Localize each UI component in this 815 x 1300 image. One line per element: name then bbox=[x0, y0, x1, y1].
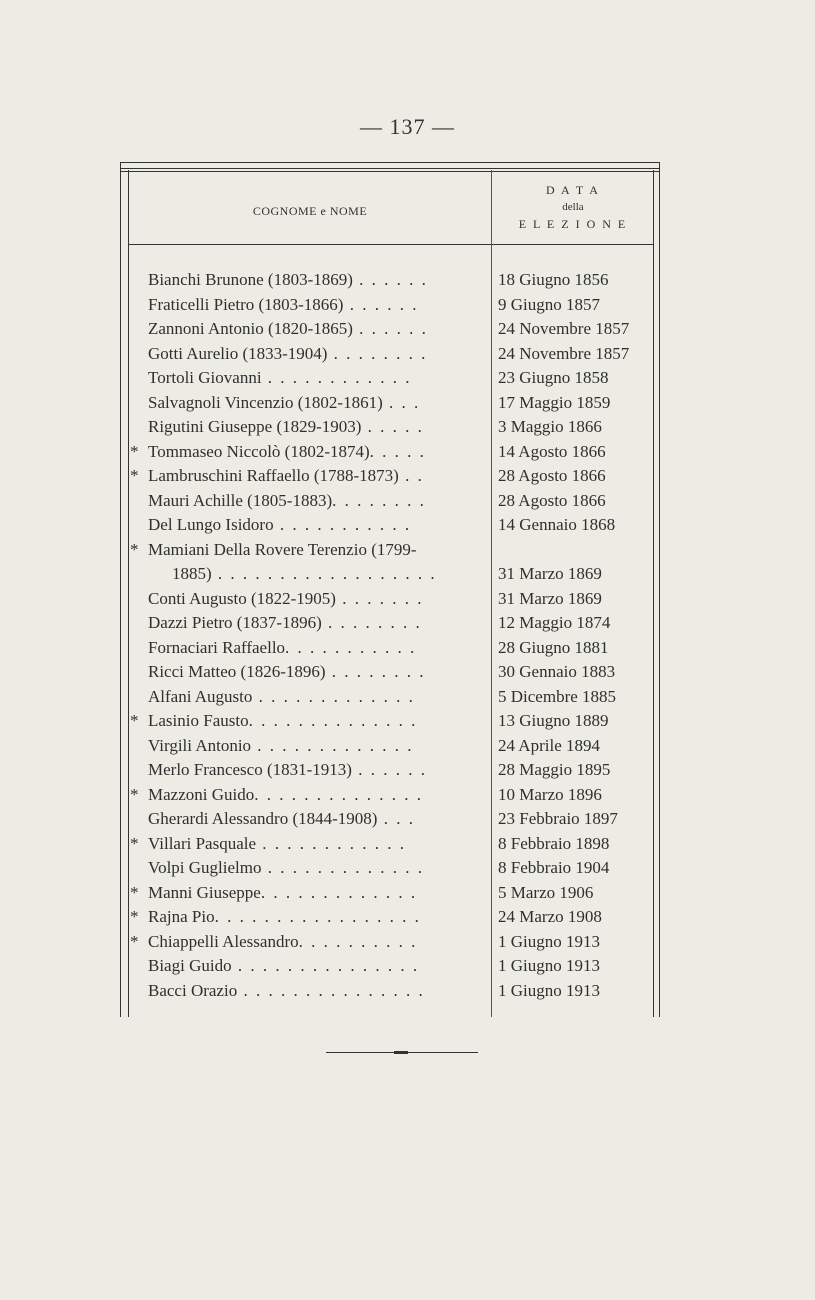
leader-dots: . . . . . . . . bbox=[325, 662, 426, 681]
election-date-cell: 14 Gennaio 1868 bbox=[498, 515, 616, 534]
member-name-cell bbox=[130, 368, 488, 388]
leader-dots: . . . . . . . . . . . . . bbox=[251, 735, 414, 755]
table-row bbox=[130, 442, 654, 467]
member-name-cell bbox=[130, 736, 488, 756]
member-name: Manni Giuseppe bbox=[148, 882, 261, 902]
member-name: Mamiani Della Rovere Terenzio (1799- bbox=[148, 539, 417, 559]
table-body bbox=[130, 270, 654, 1005]
column-header-date bbox=[492, 182, 654, 233]
member-name: Villari Pasquale bbox=[148, 833, 257, 853]
table-row bbox=[130, 956, 654, 981]
member-name: Tortoli Giovanni bbox=[148, 368, 262, 387]
member-name-cell bbox=[130, 613, 488, 633]
election-date-cell: 18 Giugno 1856 bbox=[498, 270, 609, 289]
election-date-cell: 31 Marzo 1869 bbox=[498, 564, 602, 583]
deceased-marker: * bbox=[130, 882, 139, 902]
table-row bbox=[130, 491, 654, 516]
member-name: Biagi Guido bbox=[148, 956, 232, 975]
leader-dots: . . . . . . . . . . . . . bbox=[261, 858, 424, 877]
member-name-cell bbox=[130, 760, 488, 780]
member-name: Del Lungo Isidoro bbox=[148, 515, 274, 534]
deceased-marker: * bbox=[130, 907, 139, 926]
member-name: Fraticelli Pietro (1803-1866) bbox=[148, 294, 344, 314]
member-name: Dazzi Pietro (1837-1896) bbox=[148, 613, 322, 632]
election-date-cell: 12 Maggio 1874 bbox=[498, 613, 611, 632]
member-name: Tommaseo Niccolò (1802-1874) bbox=[148, 441, 370, 461]
table-row bbox=[130, 907, 654, 932]
leader-dots: . . . . . . . . . . . . bbox=[261, 368, 412, 387]
leader-dots: . . . . . . . . bbox=[321, 613, 422, 632]
table-top-rule-inner bbox=[120, 168, 660, 169]
election-date-cell: 1 Giugno 1913 bbox=[498, 956, 600, 975]
election-date-cell: 1 Giugno 1913 bbox=[498, 980, 600, 1000]
election-date-cell: 13 Giugno 1889 bbox=[498, 711, 609, 730]
member-name: Fornaciari Raffaello bbox=[148, 637, 286, 657]
table-top-rule-inner-2 bbox=[120, 171, 660, 172]
column-header-date-line3: E L E Z I O N E bbox=[518, 217, 628, 231]
member-name-cell bbox=[130, 491, 488, 511]
table-row bbox=[130, 393, 654, 418]
deceased-marker: * bbox=[130, 466, 139, 485]
leader-dots: . . . . . . . . . . . . . . . bbox=[231, 956, 420, 975]
leader-dots: . . . . . . . . . . . bbox=[285, 637, 417, 657]
table-row bbox=[130, 981, 654, 1006]
table-row bbox=[130, 809, 654, 834]
member-name: Rigutini Giuseppe (1829-1903) bbox=[148, 417, 362, 436]
leader-dots: . . . . . . . . . . . . . . . . . . bbox=[211, 564, 437, 583]
header-separator bbox=[128, 244, 654, 245]
table-left-rule bbox=[120, 162, 121, 1017]
member-name: Rajna Pio bbox=[148, 907, 215, 926]
table-row bbox=[130, 858, 654, 883]
table-row bbox=[130, 834, 654, 859]
leader-dots: . . . . . . . . . . bbox=[298, 931, 418, 951]
page-number: — 137 — bbox=[360, 114, 455, 139]
member-name-cell bbox=[130, 344, 488, 364]
member-name-cell bbox=[130, 687, 488, 707]
table-row bbox=[130, 417, 654, 442]
election-date-cell: 9 Giugno 1857 bbox=[498, 294, 600, 314]
leader-dots: . . . . . . bbox=[343, 294, 419, 314]
table-right-rule bbox=[659, 162, 660, 1017]
leader-dots: . . bbox=[398, 466, 424, 485]
table-row bbox=[130, 736, 654, 761]
leader-dots: . . . . . . . . . . . . . . bbox=[254, 784, 423, 804]
table-row bbox=[130, 589, 654, 614]
leader-dots: . . . . . . . . . . . . . bbox=[260, 882, 418, 902]
leader-dots: . . . . . . . bbox=[335, 588, 424, 608]
leader-dots: . . . . . . . . . . . . bbox=[256, 833, 407, 853]
table-row bbox=[130, 760, 654, 785]
column-header-name: COGNOME e NOME bbox=[252, 204, 368, 218]
deceased-marker: * bbox=[130, 833, 139, 853]
member-name-cell bbox=[130, 295, 488, 315]
election-date-cell: 31 Marzo 1869 bbox=[498, 588, 602, 608]
member-name: Mazzoni Guido bbox=[148, 784, 255, 804]
column-header-date-line2: della bbox=[562, 201, 584, 213]
leader-dots: . . . . . . bbox=[351, 760, 427, 779]
member-name-cell bbox=[172, 564, 530, 584]
leader-dots: . . . . . . . . bbox=[332, 490, 426, 510]
member-name-cell bbox=[130, 540, 488, 560]
member-name: Volpi Guglielmo bbox=[148, 858, 262, 877]
member-name: Conti Augusto (1822-1905) bbox=[148, 588, 336, 608]
member-name-cell bbox=[130, 270, 488, 290]
table-row bbox=[130, 466, 654, 491]
leader-dots: . . . . . bbox=[361, 417, 424, 436]
closing-ornament-rule bbox=[326, 1052, 478, 1053]
election-date-cell: 28 Agosto 1866 bbox=[498, 490, 606, 510]
table-row bbox=[130, 883, 654, 908]
election-date-cell: 14 Agosto 1866 bbox=[498, 441, 606, 461]
member-name: 1885) bbox=[172, 564, 212, 583]
leader-dots: . . . . . . . . . . . . . . . . . bbox=[214, 907, 421, 926]
election-date-cell: 28 Maggio 1895 bbox=[498, 760, 611, 779]
member-name-cell bbox=[130, 883, 488, 903]
leader-dots: . . . . . . bbox=[352, 270, 428, 289]
members-table bbox=[120, 162, 660, 1018]
member-name-cell bbox=[130, 956, 488, 976]
election-date-cell: 24 Novembre 1857 bbox=[498, 319, 630, 338]
election-date-cell: 24 Aprile 1894 bbox=[498, 735, 600, 755]
member-name: Gotti Aurelio (1833-1904) bbox=[148, 343, 328, 363]
leader-dots: . . . . . . . . . . . . . bbox=[252, 686, 415, 706]
election-date-cell: 5 Marzo 1906 bbox=[498, 882, 594, 902]
member-name-cell bbox=[130, 932, 488, 952]
election-date-cell: 3 Maggio 1866 bbox=[498, 417, 602, 436]
member-name-cell bbox=[130, 981, 488, 1001]
election-date-cell: 8 Febbraio 1904 bbox=[498, 858, 610, 877]
leader-dots: . . . . . bbox=[369, 441, 426, 461]
leader-dots: . . . . . . bbox=[352, 319, 428, 338]
member-name-cell bbox=[130, 319, 488, 339]
table-left-rule-inner bbox=[128, 170, 129, 1017]
deceased-marker: * bbox=[130, 441, 139, 461]
election-date-cell: 28 Giugno 1881 bbox=[498, 637, 609, 657]
table-row bbox=[130, 270, 654, 295]
leader-dots: . . . bbox=[382, 392, 421, 412]
member-name-cell bbox=[130, 638, 488, 658]
table-row bbox=[130, 344, 654, 369]
table-row bbox=[130, 515, 654, 540]
election-date-cell: 28 Agosto 1866 bbox=[498, 466, 606, 485]
deceased-marker: * bbox=[130, 539, 139, 559]
election-date-cell: 23 Febbraio 1897 bbox=[498, 809, 618, 828]
member-name-cell bbox=[130, 466, 488, 486]
member-name-cell bbox=[130, 662, 488, 682]
member-name: Alfani Augusto bbox=[148, 686, 253, 706]
table-row bbox=[130, 638, 654, 663]
deceased-marker: * bbox=[130, 784, 139, 804]
member-name: Merlo Francesco (1831-1913) bbox=[148, 760, 352, 779]
deceased-marker: * bbox=[130, 711, 139, 730]
table-row bbox=[130, 687, 654, 712]
member-name: Bianchi Brunone (1803-1869) bbox=[148, 270, 353, 289]
member-name: Ricci Matteo (1826-1896) bbox=[148, 662, 326, 681]
member-name: Chiappelli Alessandro bbox=[148, 931, 299, 951]
table-row bbox=[130, 613, 654, 638]
election-date-cell: 10 Marzo 1896 bbox=[498, 784, 602, 804]
leader-dots: . . . bbox=[377, 809, 415, 828]
member-name-cell bbox=[130, 858, 488, 878]
election-date-cell: 24 Novembre 1857 bbox=[498, 343, 630, 363]
deceased-marker: * bbox=[130, 931, 139, 951]
election-date-cell: 23 Giugno 1858 bbox=[498, 368, 609, 387]
election-date-cell: 8 Febbraio 1898 bbox=[498, 833, 610, 853]
table-row bbox=[130, 662, 654, 687]
member-name-cell bbox=[130, 785, 488, 805]
election-date-cell: 30 Gennaio 1883 bbox=[498, 662, 616, 681]
member-name-cell bbox=[130, 809, 488, 829]
leader-dots: . . . . . . . . . . . bbox=[273, 515, 412, 534]
table-row bbox=[130, 785, 654, 810]
member-name-cell bbox=[130, 907, 488, 927]
member-name: Bacci Orazio bbox=[148, 980, 238, 1000]
member-name: Mauri Achille (1805-1883) bbox=[148, 490, 333, 510]
table-row bbox=[130, 368, 654, 393]
table-row bbox=[130, 711, 654, 736]
member-name: Virgili Antonio bbox=[148, 735, 252, 755]
leader-dots: . . . . . . . . . . . . . . bbox=[248, 711, 418, 730]
table-row bbox=[130, 564, 654, 589]
closing-ornament-dash bbox=[394, 1051, 408, 1054]
member-name-cell bbox=[130, 515, 488, 535]
member-name: Lambruschini Raffaello (1788-1873) bbox=[148, 466, 399, 485]
member-name-cell bbox=[130, 834, 488, 854]
election-date-cell: 17 Maggio 1859 bbox=[498, 392, 611, 412]
member-name: Zannoni Antonio (1820-1865) bbox=[148, 319, 353, 338]
member-name: Salvagnoli Vincenzio (1802-1861) bbox=[148, 392, 383, 412]
member-name-cell bbox=[130, 417, 488, 437]
election-date-cell: 5 Dicembre 1885 bbox=[498, 686, 617, 706]
member-name-cell bbox=[130, 589, 488, 609]
leader-dots: . . . . . . . . bbox=[327, 343, 428, 363]
table-row bbox=[130, 540, 654, 565]
column-header-date-line1: D A T A bbox=[546, 183, 600, 197]
table-row bbox=[130, 319, 654, 344]
table-row bbox=[130, 932, 654, 957]
member-name: Lasinio Fausto bbox=[148, 711, 249, 730]
table-row bbox=[130, 295, 654, 320]
member-name-cell bbox=[130, 442, 488, 462]
member-name-cell bbox=[130, 393, 488, 413]
member-name: Gherardi Alessandro (1844-1908) bbox=[148, 809, 378, 828]
table-top-rule bbox=[120, 162, 660, 163]
leader-dots: . . . . . . . . . . . . . . . bbox=[237, 980, 425, 1000]
election-date-cell: 24 Marzo 1908 bbox=[498, 907, 602, 926]
member-name-cell bbox=[130, 711, 488, 731]
election-date-cell: 1 Giugno 1913 bbox=[498, 931, 600, 951]
